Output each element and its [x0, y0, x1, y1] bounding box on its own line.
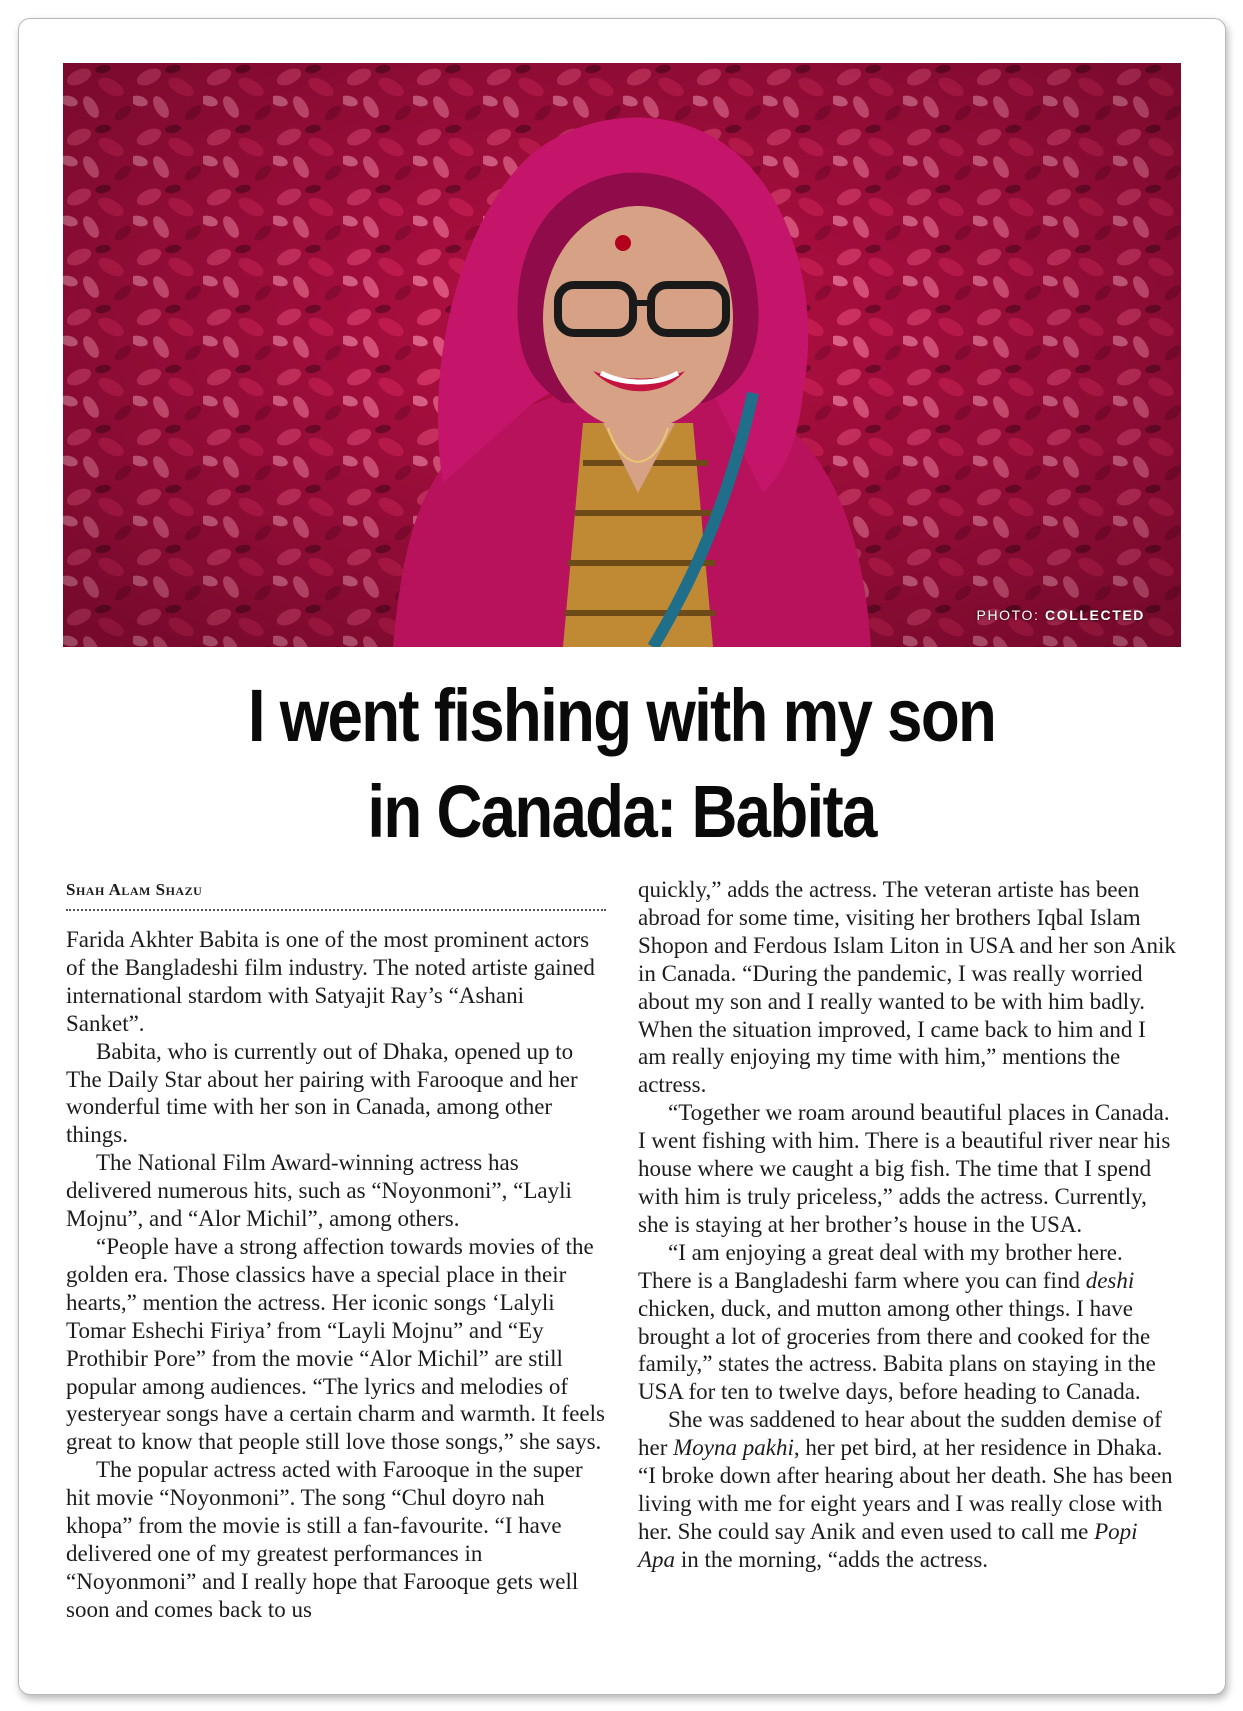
- italic-term: Popi Apa: [638, 1518, 1138, 1572]
- italic-term: deshi: [1085, 1267, 1135, 1293]
- photo-credit-label: PHOTO:: [976, 607, 1040, 623]
- article-photo: [63, 63, 1181, 647]
- paragraph: Babita, who is currently out of Dhaka, opened up to The Daily Star about her pairing with Farooque and her wonderful time with her son in Canada, among other things.: [66, 1038, 578, 1148]
- face: [543, 206, 733, 430]
- paragraph: [638, 1406, 1178, 1573]
- bindi: [615, 235, 631, 251]
- paragraph: Farida Akhter Babita is one of the most prominent actors of the Bangladeshi film industry. The noted artiste gained international stardom with Satyajit Ray’s “Ashani Sanket”.: [66, 927, 595, 1036]
- paragraph: quickly,” adds the actress. The veteran artiste has been abroad for some time, visiting her brothers Iqbal Islam Shopon and Ferdous Islam Liton in USA and her son Anik in Canada. “During the pandemic, I was really worried about my son and I really wanted to be with him badly. When the situation improved, I came back to him and I am really enjoying my time with him,” mentions the actress.: [638, 877, 1176, 1098]
- right-text-column: [638, 876, 1178, 1574]
- text-run: in the morning, “adds the actress.: [675, 1546, 989, 1572]
- text-run: , her pet bird, at her residence in Dhaka. “I broke down after hearing about her death. She has been living with me for eight years and I was really close with her. She could say Anik and even used to call me: [638, 1435, 1173, 1544]
- text-run: She was saddened to hear about the sudden demise of her: [638, 1407, 1162, 1461]
- paragraph: “Together we roam around beautiful places in Canada. I went fishing with him. There is a beautiful river near his house where we caught a big fish. The time that I spend with him is truly priceless,” adds the actress. Currently, she is staying at her brother’s house in the USA.: [638, 1100, 1171, 1237]
- paragraph: “People have a strong affection towards movies of the golden era. Those classics have a special place in their hearts,” mention the actress. Her iconic songs ‘Lalyli Tomar Eshechi Firiya’ from “Layli Mojnu” and “Ey Prothibir Pore” from the movie “Alor Michil” are still popular among audiences. “The lyrics and melodies of yesteryear songs have a certain charm and warmth. It feels great to know that people still love those songs,” she says.: [66, 1233, 605, 1455]
- paragraph: The National Film Award-winning actress has delivered numerous hits, such as “Noyonmoni”, “Layli Mojnu”, and “Alor Michil”, among others.: [66, 1150, 572, 1232]
- author-byline: Shah Alam Shazu: [66, 880, 606, 911]
- headline-line-2: in Canada: Babita: [367, 770, 876, 853]
- left-text-column: [66, 926, 606, 1624]
- babita-portrait-image: [63, 63, 1181, 647]
- text-run: chicken, duck, and mutton among other things. I have brought a lot of groceries from there and cooked for the family,” states the actress. Babita plans on staying in the USA for ten to twelve days, before heading to Canada.: [638, 1295, 1156, 1405]
- text-run: “I am enjoying a great deal with my brother here. There is a Bangladeshi farm where you can find: [638, 1239, 1123, 1293]
- photo-credit-value: COLLECTED: [1045, 607, 1145, 623]
- photo-credit: [977, 607, 1145, 623]
- headline-line-1: I went fishing with my son: [247, 674, 996, 757]
- italic-term: Moyna pakhi: [673, 1435, 794, 1461]
- paragraph: [638, 1239, 1178, 1406]
- article-headline: [121, 668, 1121, 860]
- paragraph: The popular actress acted with Farooque in the super hit movie “Noyonmoni”. The song “Chul doyro nah khopa” from the movie is still a fan-favourite. “I have delivered one of my greatest performances in “Noyonmoni” and I really hope that Farooque gets well soon and comes back to us: [66, 1457, 583, 1622]
